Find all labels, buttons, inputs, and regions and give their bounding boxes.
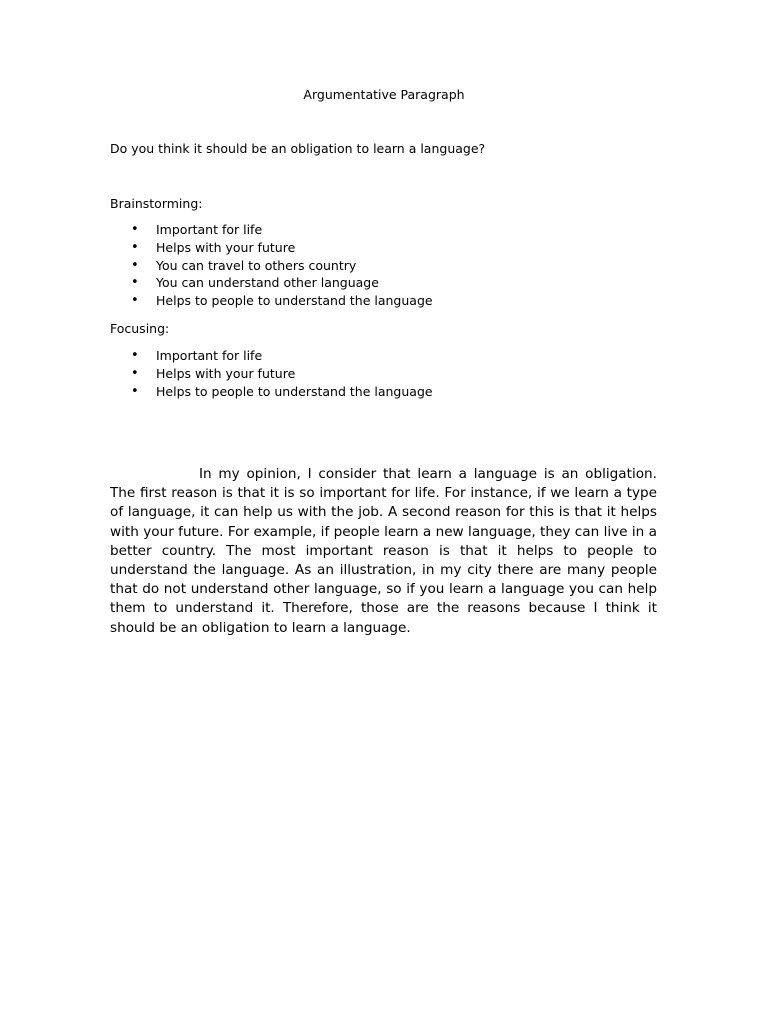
bullet-icon: • <box>131 293 139 309</box>
list-item <box>110 383 433 401</box>
bullet-icon: • <box>131 222 139 237</box>
bullet-icon: • <box>131 257 139 273</box>
list-item-text: You can understand other language <box>156 275 379 291</box>
list-item-text: Helps with your future <box>156 365 296 381</box>
list-item-text: Helps to people to understand the language <box>156 293 433 309</box>
list-item-text: Important for life <box>156 348 263 363</box>
bullet-icon: • <box>131 239 139 255</box>
list-item-text: You can travel to others country <box>156 257 357 273</box>
document-title: Argumentative Paragraph <box>303 87 465 102</box>
focusing-list <box>110 347 433 400</box>
question-text: Do you think it should be an obligation to learn a language? <box>110 141 486 156</box>
list-item <box>110 347 433 365</box>
list-item <box>110 257 433 275</box>
list-item <box>110 365 433 383</box>
list-item-text: Helps with your future <box>156 239 296 255</box>
list-item-text: Helps to people to understand the language <box>156 383 433 399</box>
list-item <box>110 274 433 292</box>
bullet-icon: • <box>131 275 139 291</box>
bullet-icon: • <box>131 383 139 399</box>
list-item <box>110 292 433 310</box>
bullet-icon: • <box>131 365 139 381</box>
list-item <box>110 239 433 257</box>
brainstorming-label: Brainstorming: <box>110 196 203 211</box>
focusing-label: Focusing: <box>110 321 170 336</box>
bullet-icon: • <box>131 348 139 363</box>
list-item <box>110 221 433 239</box>
list-item-text: Important for life <box>156 222 263 237</box>
argument-paragraph: In my opinion, I consider that learn a language is an obligation. The first reason is that it is so important for life. For instance, if we learn a type of language, it can help us with the job. A second reason for this is that it helps with your future. For example, if people learn a new language, they can live in a better country. The most important reason is that it helps to people to understand the language. As an illustration, in my city there are many people that do not understand other language, so if you learn a language you can help them to understand it. Therefore, those are the reasons because I think it should be an obligation to learn a language. <box>110 466 657 636</box>
brainstorming-list <box>110 221 433 310</box>
